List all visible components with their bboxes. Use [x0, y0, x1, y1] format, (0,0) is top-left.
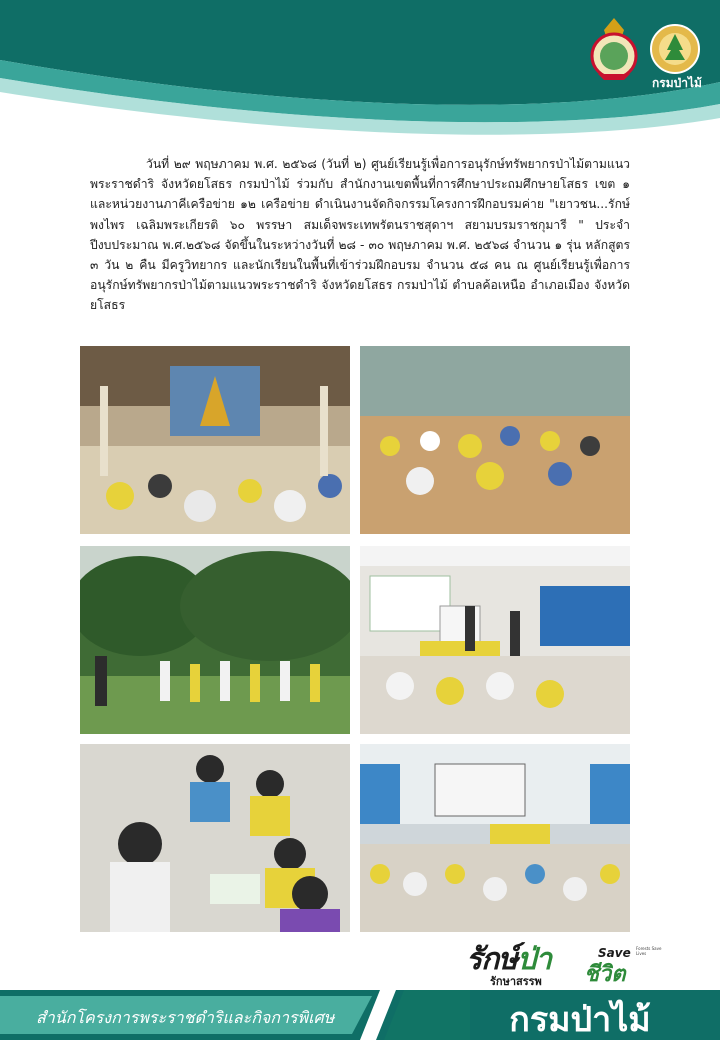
photo-auditorium-lecture: [360, 744, 630, 932]
campaign-subtitle: รักษาสรรพ: [490, 975, 542, 988]
body-paragraph: วันที่ ๒๙ พฤษภาคม พ.ศ. ๒๕๖๘ (วันที่ ๒) ศูนย์เรียนรู้เพื่อการอนุรักษ์ทรัพยากรป่าไม้ตามแนวพระราชดำริ จังหวัดยโสธร กรมป่าไม้ ร่วมกับ สำนักงานเขตพื้นที่การศึกษาประถมศึกษายโสธร เขต ๑ และหน่วยงานภาคีเครือข่าย ๑๒ เครือข่าย ดำเนินงานจัดกิจกรรมโครงการฝึกอบรมค่าย "เยาวชน...รักษ์พงไพร เฉลิมพระเกียรติ ๖๐ พรรษา สมเด็จพระเทพรัตนราชสุดาฯ สยามบรมราชกุมารี " ประจำปีงบประมาณ พ.ศ.๒๕๖๘ จัดขึ้นในระหว่างวันที่ ๒๘ - ๓๐ พฤษภาคม พ.ศ. ๒๕๖๘ จำนวน ๑ รุ่น หลักสูตร ๓ วัน ๒ คืน มีครูวิทยากร และนักเรียนในพื้นที่เข้าร่วมฝึกอบรม จำนวน ๕๘ คน ณ ศูนย์เรียนรู้เพื่อการอนุรักษ์ทรัพยากรป่าไม้ตามแนวพระราชดำริ จังหวัดยโสธร กรมป่าไม้ ตำบลค้อเหนือ อำเภอเมือง จังหวัดยโสธร: [90, 157, 630, 313]
photo-students-outdoor-field: [80, 546, 350, 734]
photo-classroom-presentation: [360, 546, 630, 734]
header-department-label: กรมป่าไม้: [652, 76, 702, 90]
forest-department-emblem-icon: [650, 24, 700, 74]
photo-students-sitting-hall: [360, 346, 630, 534]
campaign-save-text: Save: [598, 946, 631, 960]
photo-students-group-activity: [80, 744, 350, 932]
photo-temple-hall-assembly: [80, 346, 350, 534]
campaign-logo: [466, 942, 666, 988]
footer-department-name: กรมป่าไม้: [509, 1000, 651, 1040]
footer-office-name: สำนักโครงการพระราชดำริและกิจการพิเศษ: [36, 1008, 335, 1027]
campaign-life-text: ชีวิต: [584, 962, 626, 987]
provincial-seal-icon: [584, 16, 644, 82]
campaign-title: รักษ์ป่า: [466, 942, 551, 977]
campaign-tiny-text: Forests Save Lives: [636, 946, 662, 956]
